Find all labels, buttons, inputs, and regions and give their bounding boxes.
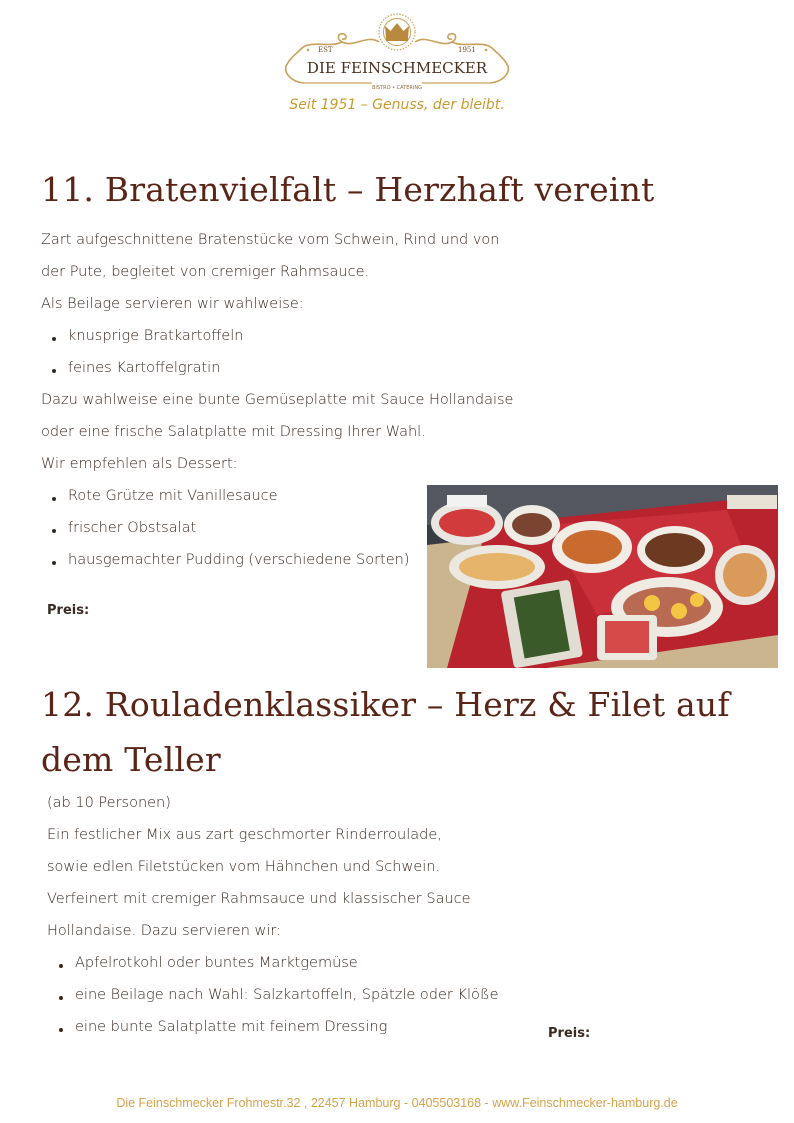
bullet — [52, 497, 56, 501]
bullet — [52, 337, 56, 341]
section-12-desc-line-4: Hollandaise. Dazu servieren wir: — [47, 923, 281, 939]
persons-note: (ab 10 Personen) — [47, 795, 171, 811]
bullet — [52, 561, 56, 565]
dessert-item: hausgemachter Pudding (verschiedene Sorten) — [68, 552, 410, 568]
bullet — [59, 1028, 63, 1032]
bullet — [52, 369, 56, 373]
section-11-title: 11. Bratenvielfalt – Herzhaft vereint — [41, 170, 655, 209]
tagline: Seit 1951 – Genuss, der bleibt. — [289, 97, 505, 113]
bullet — [52, 529, 56, 533]
section-12-title — [41, 677, 741, 787]
est-label: EST — [318, 46, 333, 54]
menu-item: eine bunte Salatplatte mit feinem Dressing — [75, 1019, 388, 1035]
section-12-desc-line-2: sowie edlen Filetstücken vom Hähnchen und Schwein. — [47, 859, 441, 875]
section-12-title-line-1: 12. Rouladenklassiker – Herz & Filet auf — [41, 685, 730, 724]
veg-line-2: oder eine frische Salatplatte mit Dressing Ihrer Wahl. — [41, 424, 426, 440]
section-12-title-line-2: dem Teller — [41, 740, 221, 779]
section-12-desc-line-1: Ein festlicher Mix aus zart geschmorter Rinderroulade, — [47, 827, 442, 843]
bullet — [59, 964, 63, 968]
footer-contact: Die Feinschmecker Frohmestr.32 , 22457 Hamburg - 0405503168 - www.Feinschmecker-hamburg.de — [116, 1096, 678, 1110]
dessert-item: Rote Grütze mit Vanillesauce — [68, 488, 278, 504]
menu-item: Apfelrotkohl oder buntes Marktgemüse — [75, 955, 358, 971]
side-item: feines Kartoffelgratin — [68, 360, 221, 376]
section-11-intro-line-2: der Pute, begleitet von cremiger Rahmsauce. — [41, 264, 370, 280]
brand-name: DIE FEINSCHMECKER — [306, 59, 488, 77]
sides-intro: Als Beilage servieren wir wahlweise: — [41, 296, 304, 312]
section-11-price-label: Preis: — [47, 603, 90, 618]
brand-logo — [282, 12, 512, 96]
dessert-item: frischer Obstsalat — [68, 520, 197, 536]
menu-item: eine Beilage nach Wahl: Salzkartoffeln, Spätzle oder Klöße — [75, 987, 499, 1003]
dessert-intro: Wir empfehlen als Dessert: — [41, 456, 238, 472]
sub-brand: BISTRO • CATERING — [372, 85, 422, 91]
side-item: knusprige Bratkartoffeln — [68, 328, 244, 344]
est-year: 1951 — [458, 46, 476, 54]
veg-line-1: Dazu wahlweise eine bunte Gemüseplatte mit Sauce Hollandaise — [41, 392, 514, 408]
buffet-photo — [427, 485, 778, 668]
section-12-desc-line-3: Verfeinert mit cremiger Rahmsauce und klassischer Sauce — [47, 891, 471, 907]
bullet — [59, 996, 63, 1000]
logo-emblem — [282, 12, 512, 96]
section-11-intro-line-1: Zart aufgeschnittene Bratenstücke vom Schwein, Rind und von — [41, 232, 500, 248]
section-12-price-label: Preis: — [548, 1026, 591, 1041]
